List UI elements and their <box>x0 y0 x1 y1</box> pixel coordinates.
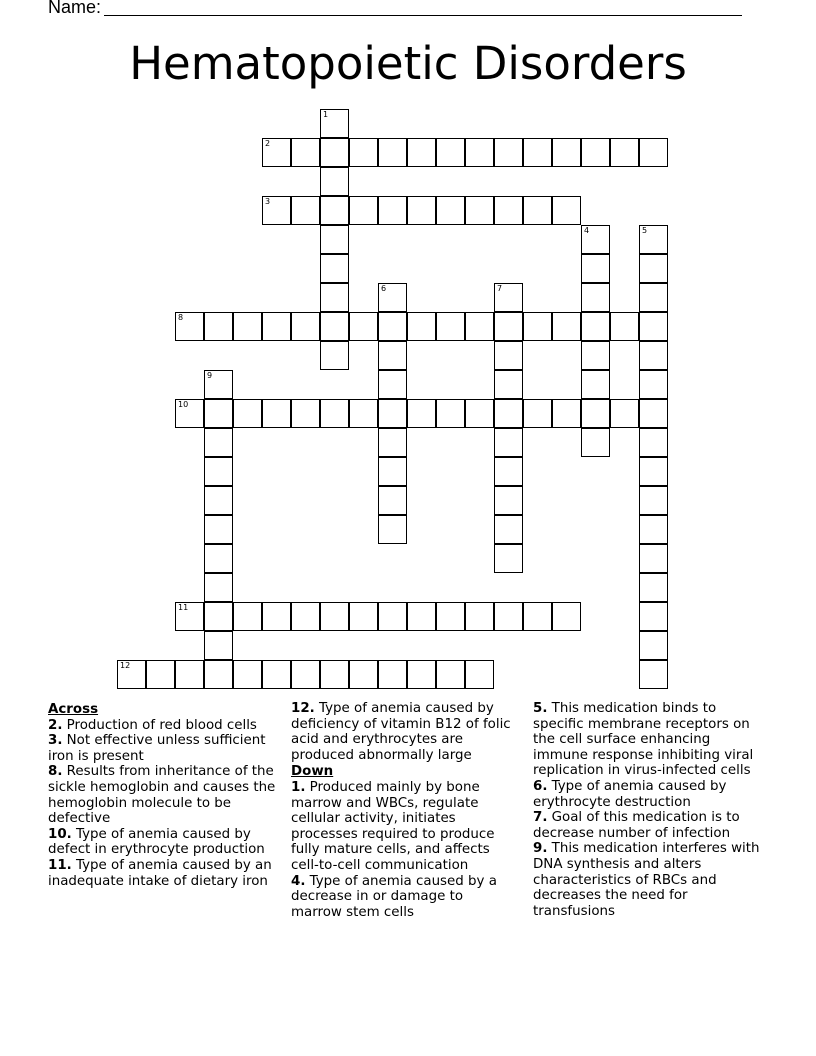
crossword-cell[interactable] <box>320 341 349 370</box>
crossword-cell[interactable] <box>436 138 465 167</box>
crossword-cell[interactable] <box>320 225 349 254</box>
crossword-cell[interactable] <box>639 399 668 428</box>
clue-number: 1. <box>291 779 306 795</box>
clue-down-9 <box>533 841 768 919</box>
crossword-cell[interactable] <box>494 370 523 399</box>
crossword-cell[interactable] <box>639 660 668 689</box>
crossword-cell[interactable] <box>204 573 233 602</box>
crossword-cell[interactable] <box>349 196 378 225</box>
crossword-cell[interactable] <box>523 399 552 428</box>
crossword-cell[interactable] <box>175 399 204 428</box>
crossword-cell[interactable] <box>378 283 407 312</box>
crossword-cell[interactable] <box>581 138 610 167</box>
crossword-cell[interactable] <box>639 544 668 573</box>
crossword-cell[interactable] <box>436 399 465 428</box>
crossword-cell[interactable] <box>581 225 610 254</box>
crossword-cell[interactable] <box>204 602 233 631</box>
crossword-cell[interactable] <box>639 631 668 660</box>
clue-text: Production of red blood cells <box>62 717 257 733</box>
crossword-cell[interactable] <box>320 312 349 341</box>
crossword-cell[interactable] <box>146 660 175 689</box>
crossword-cell[interactable] <box>378 428 407 457</box>
crossword-cell[interactable] <box>378 602 407 631</box>
crossword-cell[interactable] <box>378 486 407 515</box>
clue-number-label: 10 <box>178 400 189 409</box>
crossword-cell[interactable] <box>320 399 349 428</box>
crossword-cell[interactable] <box>465 196 494 225</box>
crossword-cell[interactable] <box>639 573 668 602</box>
clue-across-8 <box>48 764 284 826</box>
clue-number-label: 8 <box>178 313 184 322</box>
clue-number-label: 2 <box>265 139 271 148</box>
crossword-cell[interactable] <box>320 167 349 196</box>
crossword-cell[interactable] <box>639 428 668 457</box>
crossword-cell[interactable] <box>581 254 610 283</box>
crossword-cell[interactable] <box>378 312 407 341</box>
clue-text: Results from inheritance of the sickle hemoglobin and causes the hemoglobin molecule to be defective <box>48 764 276 827</box>
crossword-cell[interactable] <box>204 457 233 486</box>
crossword-cell[interactable] <box>523 138 552 167</box>
crossword-cell[interactable] <box>117 660 146 689</box>
crossword-cell[interactable] <box>378 399 407 428</box>
crossword-cell[interactable] <box>175 660 204 689</box>
crossword-cell[interactable] <box>494 544 523 573</box>
crossword-cell[interactable] <box>291 399 320 428</box>
crossword-cell[interactable] <box>494 486 523 515</box>
crossword-cell[interactable] <box>407 660 436 689</box>
clue-number: 2. <box>48 717 63 733</box>
crossword-cell[interactable] <box>552 138 581 167</box>
crossword-cell[interactable] <box>465 602 494 631</box>
clue-number: 5. <box>533 701 548 716</box>
crossword-cell[interactable] <box>233 660 262 689</box>
crossword-cell[interactable] <box>639 602 668 631</box>
crossword-cell[interactable] <box>494 283 523 312</box>
clue-text: Type of anemia caused by a decrease in or damage to marrow stem cells <box>291 873 497 920</box>
clue-across-10 <box>48 827 284 858</box>
crossword-cell[interactable] <box>407 312 436 341</box>
crossword-cell[interactable] <box>465 399 494 428</box>
crossword-cell[interactable] <box>291 312 320 341</box>
crossword-cell[interactable] <box>407 196 436 225</box>
down-heading: Down <box>291 764 334 780</box>
crossword-cell[interactable] <box>320 254 349 283</box>
crossword-cell[interactable] <box>523 196 552 225</box>
crossword-cell[interactable] <box>320 283 349 312</box>
crossword-cell[interactable] <box>378 457 407 486</box>
crossword-cell[interactable] <box>407 602 436 631</box>
crossword-cell[interactable] <box>523 312 552 341</box>
clue-number: 4. <box>291 873 306 889</box>
clue-text: Type of anemia caused by an inadequate intake of dietary iron <box>48 857 272 889</box>
crossword-cell[interactable] <box>639 341 668 370</box>
crossword-cell[interactable] <box>262 312 291 341</box>
crossword-cell[interactable] <box>262 660 291 689</box>
clue-across-2 <box>48 718 284 734</box>
crossword-cell[interactable] <box>494 515 523 544</box>
clue-down-1 <box>291 780 516 874</box>
crossword-cell[interactable] <box>407 138 436 167</box>
clue-number-label: 12 <box>120 661 131 670</box>
crossword-cell[interactable] <box>378 370 407 399</box>
crossword-cell[interactable] <box>320 602 349 631</box>
crossword-cell[interactable] <box>465 312 494 341</box>
clue-across-3 <box>48 733 284 764</box>
crossword-cell[interactable] <box>349 399 378 428</box>
crossword-cell[interactable] <box>494 428 523 457</box>
clue-number-label: 4 <box>584 226 590 235</box>
clue-number: 6. <box>533 778 548 794</box>
clue-number: 3. <box>48 733 63 749</box>
crossword-cell[interactable] <box>204 544 233 573</box>
crossword-cell[interactable] <box>349 660 378 689</box>
crossword-cell[interactable] <box>378 341 407 370</box>
crossword-cell[interactable] <box>233 602 262 631</box>
clue-text: Type of anemia caused by deficiency of vitamin B12 of folic acid and erythrocytes are produced abnormally large <box>291 701 511 763</box>
crossword-cell[interactable] <box>204 486 233 515</box>
page-title: Hematopoietic Disorders <box>129 37 687 90</box>
crossword-cell[interactable] <box>494 196 523 225</box>
clue-number-label: 3 <box>265 197 271 206</box>
crossword-cell[interactable] <box>639 254 668 283</box>
clue-text: Type of anemia caused by erythrocyte destruction <box>533 778 727 810</box>
clue-number-label: 11 <box>178 603 189 612</box>
crossword-cell[interactable] <box>320 660 349 689</box>
clue-text: Goal of this medication is to decrease number of infection <box>533 810 740 841</box>
clue-text: Not effective unless sufficient iron is present <box>48 733 266 764</box>
crossword-cell[interactable] <box>494 602 523 631</box>
clue-across-11 <box>48 858 284 889</box>
crossword-cell[interactable] <box>436 196 465 225</box>
crossword-cell[interactable] <box>407 399 436 428</box>
crossword-cell[interactable] <box>639 486 668 515</box>
crossword-cell[interactable] <box>175 602 204 631</box>
clue-down-6 <box>533 779 768 810</box>
crossword-cell[interactable] <box>233 399 262 428</box>
crossword-cell[interactable] <box>581 283 610 312</box>
crossword-cell[interactable] <box>262 138 291 167</box>
clue-number: 7. <box>533 810 548 826</box>
clue-text: Type of anemia caused by defect in erythrocyte production <box>48 826 265 858</box>
crossword-cell[interactable] <box>320 109 349 138</box>
crossword-cell[interactable] <box>204 428 233 457</box>
crossword-cell[interactable] <box>581 312 610 341</box>
crossword-cell[interactable] <box>262 602 291 631</box>
clue-number: 8. <box>48 764 63 780</box>
crossword-cell[interactable] <box>291 660 320 689</box>
clue-down-4 <box>291 874 516 921</box>
clue-text: This medication interferes with DNA synthesis and alters characteristics of RBCs and decreases the need for transfusions <box>533 841 760 919</box>
clue-number-label: 1 <box>323 110 329 119</box>
clue-number-label: 5 <box>642 226 648 235</box>
crossword-cell[interactable] <box>523 602 552 631</box>
crossword-cell[interactable] <box>465 660 494 689</box>
crossword-cell[interactable] <box>610 399 639 428</box>
crossword-cell[interactable] <box>581 428 610 457</box>
crossword-cell[interactable] <box>552 602 581 631</box>
crossword-cell[interactable] <box>436 602 465 631</box>
crossword-cell[interactable] <box>349 602 378 631</box>
clue-number: 10. <box>48 826 72 842</box>
crossword-cell[interactable] <box>639 283 668 312</box>
crossword-cell[interactable] <box>494 399 523 428</box>
clue-number-label: 9 <box>207 371 213 380</box>
crossword-cell[interactable] <box>494 138 523 167</box>
clue-number: 12. <box>291 701 315 716</box>
clue-text: Produced mainly by bone marrow and WBCs, regulate cellular activity, initiates processes required to produce fully mature cells, and affects cell-to-cell communication <box>291 779 495 873</box>
crossword-cell[interactable] <box>320 138 349 167</box>
crossword-cell[interactable] <box>465 138 494 167</box>
crossword-cell[interactable] <box>204 660 233 689</box>
clue-text: This medication binds to specific membrane receptors on the cell surface enhancing immune response inhibiting viral replication in virus-infected cells <box>533 701 754 779</box>
crossword-cell[interactable] <box>436 660 465 689</box>
crossword-cell[interactable] <box>639 312 668 341</box>
crossword-cell[interactable] <box>639 457 668 486</box>
crossword-cell[interactable] <box>494 341 523 370</box>
across-heading: Across <box>48 702 99 717</box>
clue-across-12 <box>291 701 516 763</box>
crossword-cell[interactable] <box>552 312 581 341</box>
crossword-cell[interactable] <box>552 196 581 225</box>
crossword-cell[interactable] <box>378 515 407 544</box>
clues-column-1 <box>48 701 284 889</box>
crossword-cell[interactable] <box>349 312 378 341</box>
crossword-cell[interactable] <box>436 312 465 341</box>
crossword-cell[interactable] <box>291 138 320 167</box>
crossword-cell[interactable] <box>291 602 320 631</box>
crossword-cell[interactable] <box>204 515 233 544</box>
clue-number: 9. <box>533 841 548 857</box>
crossword-cell[interactable] <box>175 312 204 341</box>
clue-down-5 <box>533 701 768 779</box>
crossword-cell[interactable] <box>262 196 291 225</box>
crossword-cell[interactable] <box>262 399 291 428</box>
crossword-cell[interactable] <box>639 515 668 544</box>
crossword-cell[interactable] <box>581 399 610 428</box>
clue-down-7 <box>533 810 768 841</box>
crossword-cell[interactable] <box>233 312 262 341</box>
crossword-cell[interactable] <box>581 341 610 370</box>
crossword-cell[interactable] <box>378 138 407 167</box>
crossword-cell[interactable] <box>204 312 233 341</box>
crossword-cell[interactable] <box>639 138 668 167</box>
crossword-cell[interactable] <box>378 196 407 225</box>
crossword-cell[interactable] <box>204 370 233 399</box>
crossword-cell[interactable] <box>320 196 349 225</box>
crossword-cell[interactable] <box>378 660 407 689</box>
crossword-cell[interactable] <box>610 312 639 341</box>
crossword-cell[interactable] <box>639 225 668 254</box>
crossword-cell[interactable] <box>204 399 233 428</box>
crossword-cell[interactable] <box>610 138 639 167</box>
crossword-cell[interactable] <box>349 138 378 167</box>
crossword-cell[interactable] <box>581 370 610 399</box>
crossword-cell[interactable] <box>204 631 233 660</box>
name-label: Name: <box>48 0 102 17</box>
crossword-cell[interactable] <box>552 399 581 428</box>
clues-column-3 <box>533 701 768 919</box>
crossword-cell[interactable] <box>291 196 320 225</box>
crossword-cell[interactable] <box>494 312 523 341</box>
clues-column-2 <box>291 701 516 920</box>
clue-number: 11. <box>48 857 72 873</box>
crossword-cell[interactable] <box>639 370 668 399</box>
clue-number-label: 7 <box>497 284 503 293</box>
crossword-cell[interactable] <box>494 457 523 486</box>
clue-number-label: 6 <box>381 284 387 293</box>
